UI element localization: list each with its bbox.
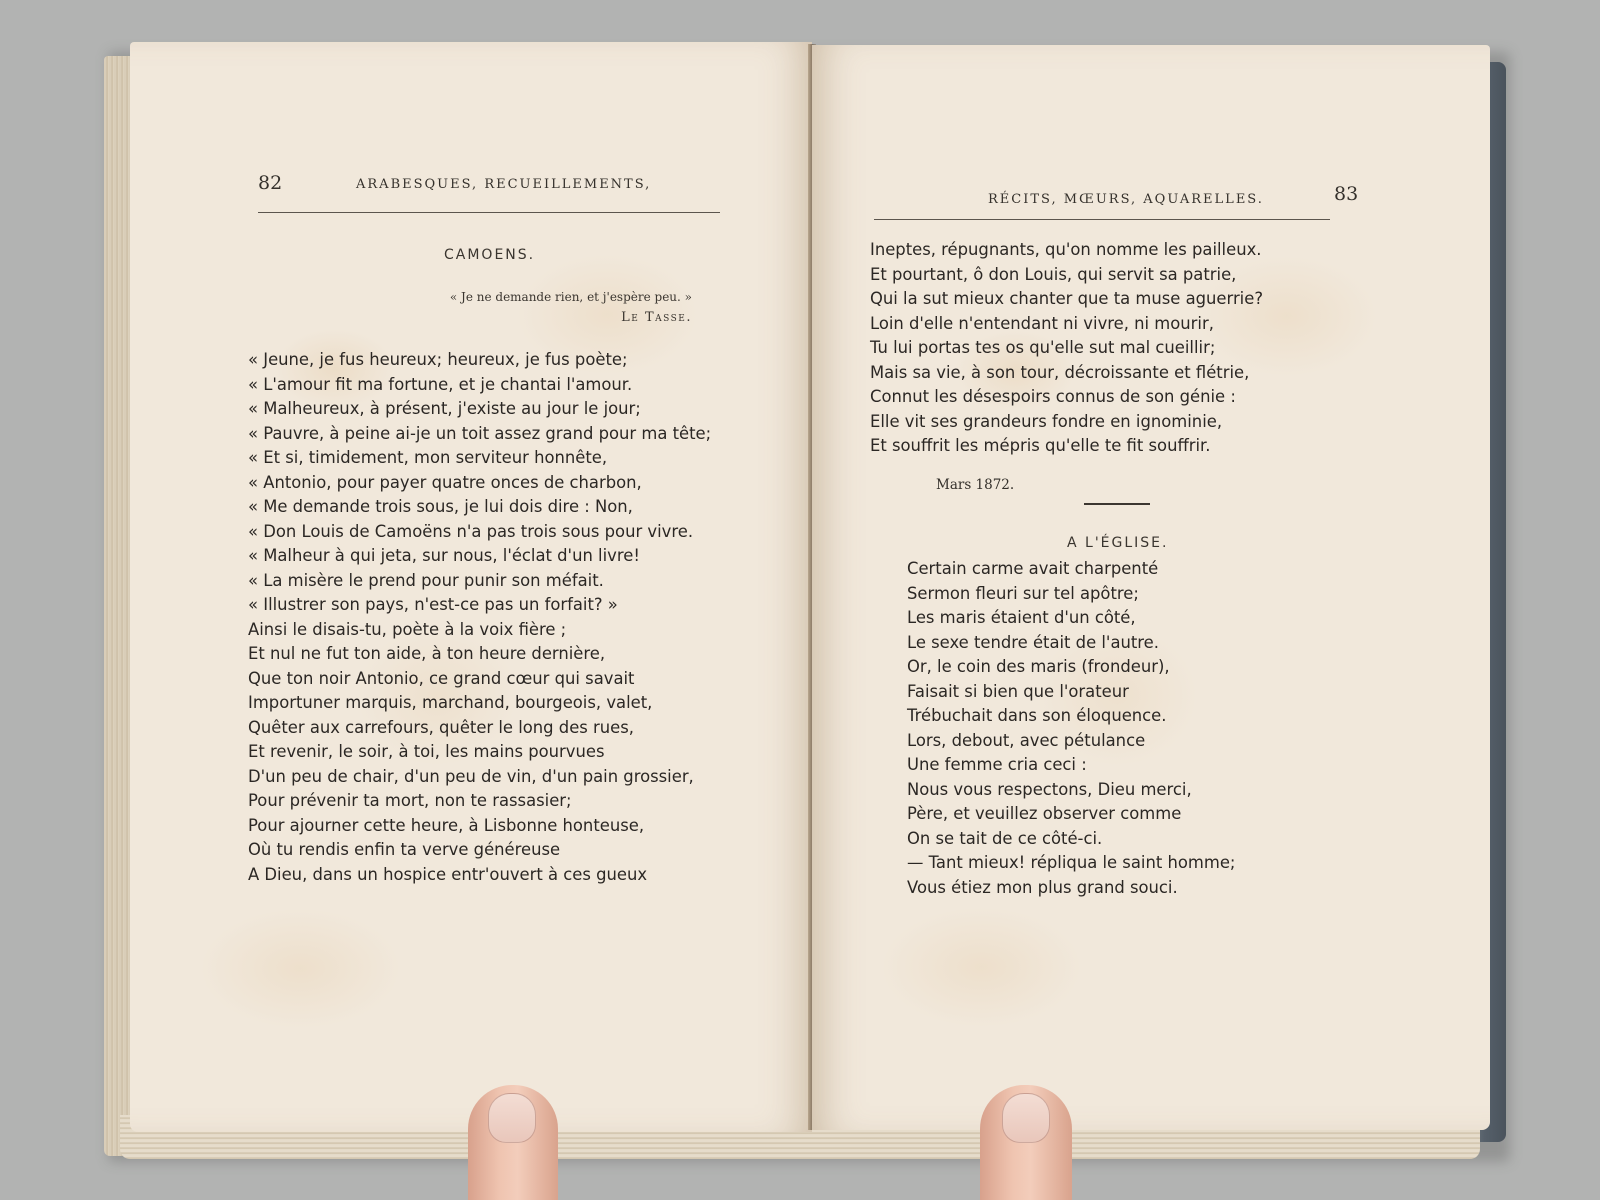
verse-line: Sermon fleuri sur tel apôtre; xyxy=(907,583,1139,603)
verse-line: Connut les désespoirs connus de son génie : xyxy=(870,387,1236,406)
section-separator xyxy=(1084,503,1150,505)
verse-line: Quêter aux carrefours, quêter le long des rues, xyxy=(248,717,634,737)
verse-line: Lors, debout, avec pétulance xyxy=(907,730,1146,750)
verse-line: Trébuchait dans son éloquence. xyxy=(907,706,1167,725)
verse-line: Tu lui portas tes os qu'elle sut mal cueillir; xyxy=(870,338,1216,357)
poem-date: Mars 1872. xyxy=(936,477,1015,493)
header-rule-left xyxy=(258,212,720,213)
epigraph-author: Le Tasse. xyxy=(621,310,692,325)
running-head-left: ARABESQUES, RECUEILLEMENTS, xyxy=(356,177,652,192)
verse-line: — Tant mieux! répliqua le saint homme; xyxy=(907,853,1236,872)
verse-line: « L'amour fit ma fortune, et je chantai l'amour. xyxy=(248,374,633,394)
poem-verses-left xyxy=(248,348,711,887)
verse-line: Certain carme avait charpenté xyxy=(907,559,1159,578)
epigraph xyxy=(420,290,692,325)
verse-line: Et nul ne fut ton aide, à ton heure dernière, xyxy=(248,644,606,663)
right-thumb-nail xyxy=(1002,1093,1050,1143)
verse-line: D'un peu de chair, d'un peu de vin, d'un pain grossier, xyxy=(248,766,694,786)
verse-line: Pour prévenir ta mort, non te rassasier; xyxy=(248,791,572,810)
verse-line: Père, et veuillez observer comme xyxy=(907,804,1182,823)
verse-line: « Me demande trois sous, je lui dois dire : Non, xyxy=(248,497,633,516)
verse-line: Or, le coin des maris (frondeur), xyxy=(907,657,1170,676)
verse-line: « La misère le prend pour punir son méfait. xyxy=(248,570,604,590)
verse-line: « Don Louis de Camoëns n'a pas trois sous pour vivre. xyxy=(248,521,694,541)
verse-line: Et pourtant, ô don Louis, qui servit sa patrie, xyxy=(870,264,1237,284)
poem-title-camoens: CAMOENS. xyxy=(444,247,536,263)
poem-verses-right-bottom xyxy=(907,557,1235,900)
verse-line: On se tait de ce côté-ci. xyxy=(907,828,1103,848)
left-thumb xyxy=(468,1085,558,1200)
verse-line: A Dieu, dans un hospice entr'ouvert à ces gueux xyxy=(248,864,648,884)
verse-line: Où tu rendis enfin ta verve généreuse xyxy=(248,840,561,859)
verse-line: Elle vit ses grandeurs fondre en ignominie, xyxy=(870,411,1223,431)
verse-line: Ainsi le disais-tu, poète à la voix fière ; xyxy=(248,619,567,639)
verse-line: Pour ajourner cette heure, à Lisbonne honteuse, xyxy=(248,815,645,835)
verse-line: Vous étiez mon plus grand souci. xyxy=(907,877,1178,897)
verse-line: « Malheureux, à présent, j'existe au jour le jour; xyxy=(248,399,641,418)
poem-verses-right-top xyxy=(870,238,1263,459)
running-head-right: RÉCITS, MŒURS, AQUARELLES. xyxy=(988,192,1264,207)
verse-line: Une femme cria ceci : xyxy=(907,755,1087,774)
verse-line: « Antonio, pour payer quatre onces de charbon, xyxy=(248,472,642,492)
verse-line: « Malheur à qui jeta, sur nous, l'éclat d'un livre! xyxy=(248,546,640,565)
header-rule-right xyxy=(874,219,1330,220)
verse-line: Et revenir, le soir, à toi, les mains pourvues xyxy=(248,742,605,761)
verse-line: Mais sa vie, à son tour, décroissante et flétrie, xyxy=(870,362,1250,382)
verse-line: Faisait si bien que l'orateur xyxy=(907,681,1129,701)
verse-line: Et souffrit les mépris qu'elle te fit souffrir. xyxy=(870,436,1211,455)
verse-line: « Jeune, je fus heureux; heureux, je fus poète; xyxy=(248,350,628,369)
right-thumb xyxy=(980,1085,1072,1200)
left-page xyxy=(130,42,812,1132)
poem-title-a-l-eglise: A L'ÉGLISE. xyxy=(1067,535,1169,551)
verse-line: « Pauvre, à peine ai-je un toit assez grand pour ma tête; xyxy=(248,423,712,443)
verse-line: « Et si, timidement, mon serviteur honnête, xyxy=(248,448,608,467)
right-page xyxy=(812,45,1490,1130)
verse-line: Le sexe tendre était de l'autre. xyxy=(907,632,1159,652)
left-thumb-nail xyxy=(488,1093,536,1143)
verse-line: Ineptes, répugnants, qu'on nomme les pailleux. xyxy=(870,240,1262,259)
page-number-left: 82 xyxy=(258,172,283,194)
verse-line: Que ton noir Antonio, ce grand cœur qui savait xyxy=(248,668,635,688)
verse-line: Loin d'elle n'entendant ni vivre, ni mourir, xyxy=(870,313,1214,333)
verse-line: Les maris étaient d'un côté, xyxy=(907,608,1136,627)
verse-line: « Illustrer son pays, n'est-ce pas un forfait? » xyxy=(248,595,618,614)
epigraph-quote: « Je ne demande rien, et j'espère peu. » xyxy=(449,290,692,304)
verse-line: Qui la sut mieux chanter que ta muse aguerrie? xyxy=(870,289,1264,308)
verse-line: Importuner marquis, marchand, bourgeois, valet, xyxy=(248,693,653,712)
page-number-right: 83 xyxy=(1334,183,1359,205)
verse-line: Nous vous respectons, Dieu merci, xyxy=(907,779,1192,799)
